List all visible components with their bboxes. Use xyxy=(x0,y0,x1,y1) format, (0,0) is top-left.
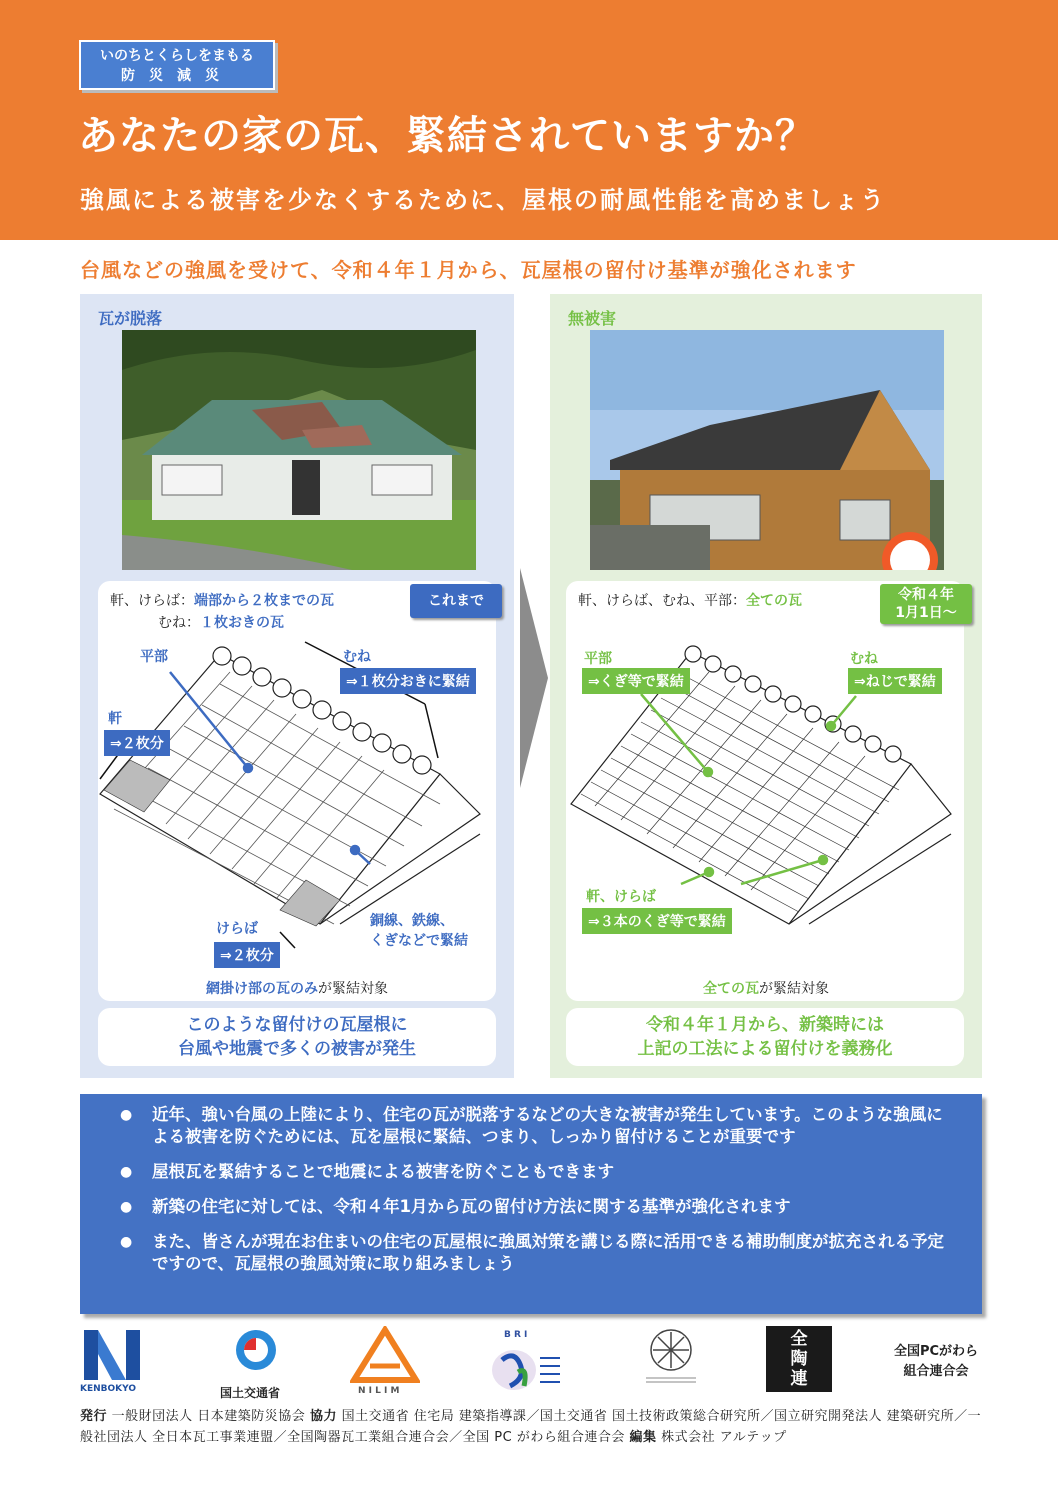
pc-kawara-line-2: 組合連合会 xyxy=(903,1364,969,1379)
after-note xyxy=(566,1008,964,1066)
info-bullet: ● 屋根瓦を緊結することで地震による被害を防ぐこともできます xyxy=(120,1161,952,1183)
box-noki-keraba: ⇒３本のくぎ等で緊結 xyxy=(582,908,732,934)
credits-kyoryoku: 国土交通省 住宅局 建築指導課／国土交通省 国土技術政策総合研究所／国立研究開発法人 建築研究所／一般社団法人 全日本瓦工事業連盟／全国陶器瓦工業組合連合会／全国 PC がわら組合連合会 xyxy=(80,1409,982,1445)
box-mune: ⇒ねじで緊結 xyxy=(848,668,942,694)
credits xyxy=(80,1406,985,1448)
box-keraba: ⇒２枚分 xyxy=(214,942,280,968)
criteria-value: 全ての瓦 xyxy=(746,593,802,609)
zentoren-text xyxy=(766,1326,832,1389)
criteria-label: 軒、けらば、むね、平部： xyxy=(578,593,746,609)
after-badge-line-1: 令和４年 xyxy=(898,587,954,603)
nilim-text: N I L I M xyxy=(358,1386,400,1396)
target-highlight: 網掛け部の瓦のみ xyxy=(206,981,318,997)
criteria-value: １枚おきの瓦 xyxy=(200,615,284,631)
after-badge xyxy=(880,584,972,624)
announcement-band: 台風などの強風を受けて、令和４年１月から、瓦屋根の留付け基準が強化されます xyxy=(80,258,857,282)
box-hirabu: ⇒くぎ等で緊結 xyxy=(582,668,690,694)
label-hirabu: 平部 xyxy=(140,649,168,665)
after-panel xyxy=(550,294,982,1078)
undamaged-house-photo xyxy=(590,330,944,570)
after-note-line-1: 令和４年１月から、新築時には xyxy=(646,1015,884,1035)
bri-logo xyxy=(484,1326,564,1404)
tag-line-2: 防災減災 xyxy=(121,68,233,84)
info-bullet: ● 近年、強い台風の上陸により、住宅の瓦が脱落するなどの大きな被害が発生しています。このような強風による被害を防ぐためには、瓦を屋根に緊結、つまり、しっかり留付けることが重要です xyxy=(120,1104,952,1148)
arrow-right-icon xyxy=(520,568,548,788)
page-subtitle: 強風による被害を少なくするために、屋根の耐風性能を高めましょう xyxy=(80,186,886,214)
label-keraba: けらば xyxy=(216,921,258,937)
credits-henshu-label: 編集 xyxy=(629,1430,657,1445)
label-noki-keraba: 軒、けらば xyxy=(586,889,656,905)
pc-kawara-line-1: 全国PCがわら xyxy=(893,1344,979,1359)
pc-kawara-logo xyxy=(886,1326,986,1404)
box-noki: ⇒２枚分 xyxy=(104,730,170,756)
tag-line-1: いのちとくらしをまもる xyxy=(100,48,254,64)
info-bullet: ● また、皆さんが現在お住まいの住宅の瓦屋根に強風対策を講じる際に活用できる補助制度が拡充される予定ですので、瓦屋根の強風対策に取り組みましょう xyxy=(120,1231,952,1275)
kenbokyo-logo xyxy=(80,1326,144,1404)
before-note-line-1: このような留付けの瓦屋根に xyxy=(186,1015,408,1035)
before-note-line-2: 台風や地震で多くの被害が発生 xyxy=(178,1039,416,1059)
criteria-label: むね： xyxy=(158,615,200,631)
damaged-house-photo xyxy=(122,330,476,570)
credits-henshu: 株式会社 アルテップ xyxy=(661,1430,787,1445)
page-title: あなたの家の瓦、緊結されていますか？ xyxy=(78,113,816,159)
before-panel-title: 瓦が脱落 xyxy=(98,309,163,328)
tag-label xyxy=(79,40,275,90)
label-mune: むね xyxy=(343,649,371,665)
after-note-line-2: 上記の工法による留付けを義務化 xyxy=(637,1039,893,1059)
zentoren-char-1: 全 xyxy=(790,1329,808,1349)
before-criteria-1 xyxy=(110,590,334,612)
info-bullet: ● 新築の住宅に対しては、令和４年1月から瓦の留付け方法に関する基準が強化されます xyxy=(120,1196,952,1218)
box-mune: ⇒１枚分おきに緊結 xyxy=(340,668,476,694)
target-suffix: が緊結対象 xyxy=(318,981,388,997)
zen-nihon-kawara-logo xyxy=(636,1326,706,1404)
after-badge-line-2: 1月1日〜 xyxy=(895,605,957,621)
label-wire-1: 銅線、鉄線、 xyxy=(370,913,454,929)
header-banner xyxy=(0,0,1058,240)
zentoren-char-3: 連 xyxy=(790,1369,808,1389)
label-wire-2: くぎなどで緊結 xyxy=(370,933,468,949)
criteria-label: 軒、けらば： xyxy=(110,593,194,609)
zentoren-char-2: 陶 xyxy=(790,1349,808,1369)
after-target xyxy=(550,978,982,998)
zentoren-logo xyxy=(766,1326,832,1392)
target-highlight: 全ての瓦 xyxy=(703,981,759,997)
logo-row xyxy=(80,1326,985,1404)
after-panel-title: 無被害 xyxy=(568,309,617,328)
target-suffix: が緊結対象 xyxy=(759,981,829,997)
before-target xyxy=(80,978,514,998)
info-bullet-list xyxy=(80,1094,982,1275)
info-box xyxy=(80,1094,982,1314)
before-note xyxy=(98,1008,496,1066)
credits-hakko-label: 発行 xyxy=(80,1409,108,1424)
kenbokyo-text: KENBOKYO xyxy=(80,1384,136,1394)
criteria-value: 端部から２枚までの瓦 xyxy=(194,593,334,609)
before-badge: これまで xyxy=(410,584,502,618)
credits-kyoryoku-label: 協力 xyxy=(309,1409,337,1424)
nilim-logo xyxy=(350,1326,420,1404)
label-mune: むね xyxy=(850,651,878,667)
credits-hakko: 一般財団法人 日本建築防災協会 xyxy=(111,1409,306,1424)
after-criteria xyxy=(578,590,802,612)
mlit-text: 国土交通省 xyxy=(220,1386,281,1400)
label-hirabu: 平部 xyxy=(584,651,612,667)
before-criteria-2 xyxy=(158,612,284,634)
before-panel xyxy=(80,294,514,1078)
bri-text: B R I xyxy=(504,1330,528,1340)
mlit-logo xyxy=(216,1326,296,1404)
label-noki: 軒 xyxy=(108,711,122,727)
